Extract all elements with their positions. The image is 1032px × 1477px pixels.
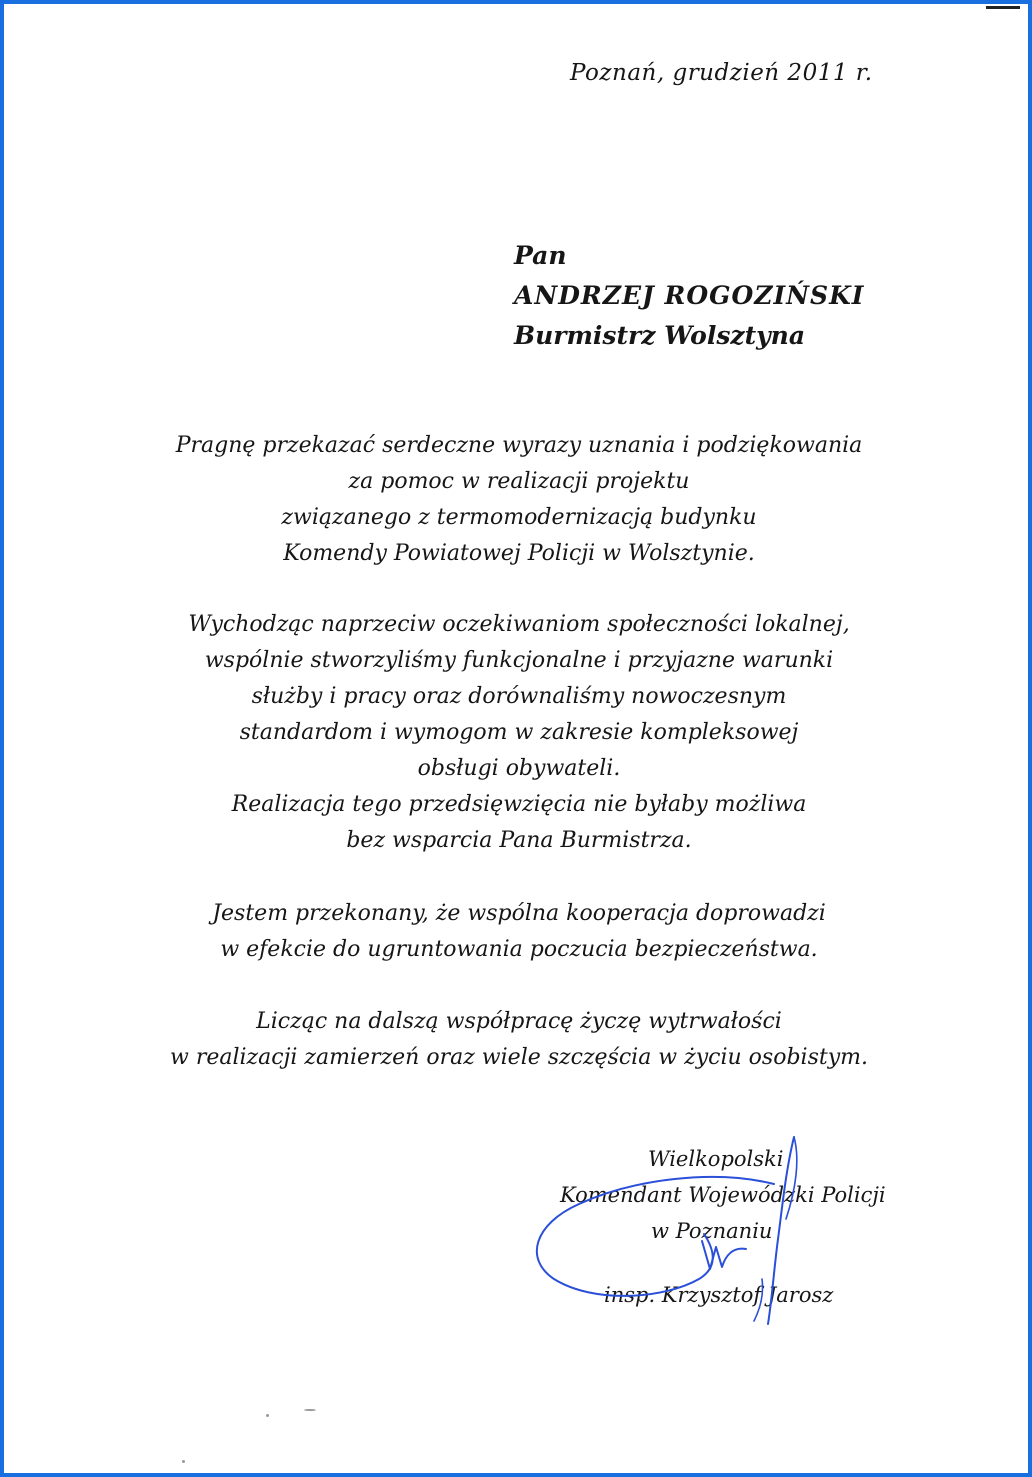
text-line: służby i pracy oraz dorównaliśmy nowoczesnym: [251, 684, 787, 709]
text-line: Jestem przekonany, że wspólna kooperacja doprowadzi: [212, 901, 826, 926]
text-line: za pomoc w realizacji projektu: [348, 469, 690, 494]
scan-speck: [304, 1409, 316, 1411]
recipient-block: [514, 236, 865, 356]
paragraph-wishes: [124, 1004, 914, 1076]
signature-title-line: Wielkopolski: [648, 1147, 784, 1171]
paragraph-conviction: [124, 896, 914, 968]
text-line: związanego z termomodernizacją budynku: [281, 505, 757, 530]
signature-title-line: w Poznaniu: [651, 1219, 773, 1243]
scan-corner-mark: [986, 6, 1020, 9]
text-line: w efekcie do ugruntowania poczucia bezpieczeństwa.: [220, 937, 818, 962]
paragraph-thanks: [124, 428, 914, 572]
signature-title-line: Komendant Wojewódzki Policji: [560, 1183, 886, 1207]
text-line: obsługi obywateli.: [417, 756, 621, 781]
text-line: wspólnie stworzyliśmy funkcjonalne i przyjazne warunki: [204, 648, 834, 673]
text-line: Realizacja tego przedsięwzięcia nie byłaby możliwa: [231, 792, 807, 817]
recipient-name: ANDRZEJ ROGOZIŃSKI: [514, 281, 865, 310]
text-line: Pragnę przekazać serdeczne wyrazy uznania i podziękowania: [175, 433, 863, 458]
text-line: Licząc na dalszą współpracę życzę wytrwałości: [256, 1009, 782, 1034]
text-line: bez wsparcia Pana Burmistrza.: [346, 828, 692, 853]
signer-name: insp. Krzysztof Jarosz: [604, 1283, 834, 1307]
text-line: standardom i wymogom w zakresie kompleksowej: [239, 720, 799, 745]
scan-speck: [182, 1460, 185, 1463]
text-line: Komendy Powiatowej Policji w Wolsztynie.: [283, 541, 755, 566]
recipient-title: Burmistrz Wolsztyna: [514, 321, 806, 350]
paragraph-cooperation: [124, 607, 914, 859]
recipient-salutation: Pan: [514, 241, 567, 270]
scan-speck: [266, 1414, 269, 1417]
text-line: w realizacji zamierzeń oraz wiele szczęścia w życiu osobistym.: [170, 1045, 868, 1070]
letter-date: Poznań, grudzień 2011 r.: [570, 60, 873, 86]
handwritten-signature: [524, 1129, 844, 1329]
text-line: Wychodząc naprzeciw oczekiwaniom społeczności lokalnej,: [188, 612, 850, 637]
